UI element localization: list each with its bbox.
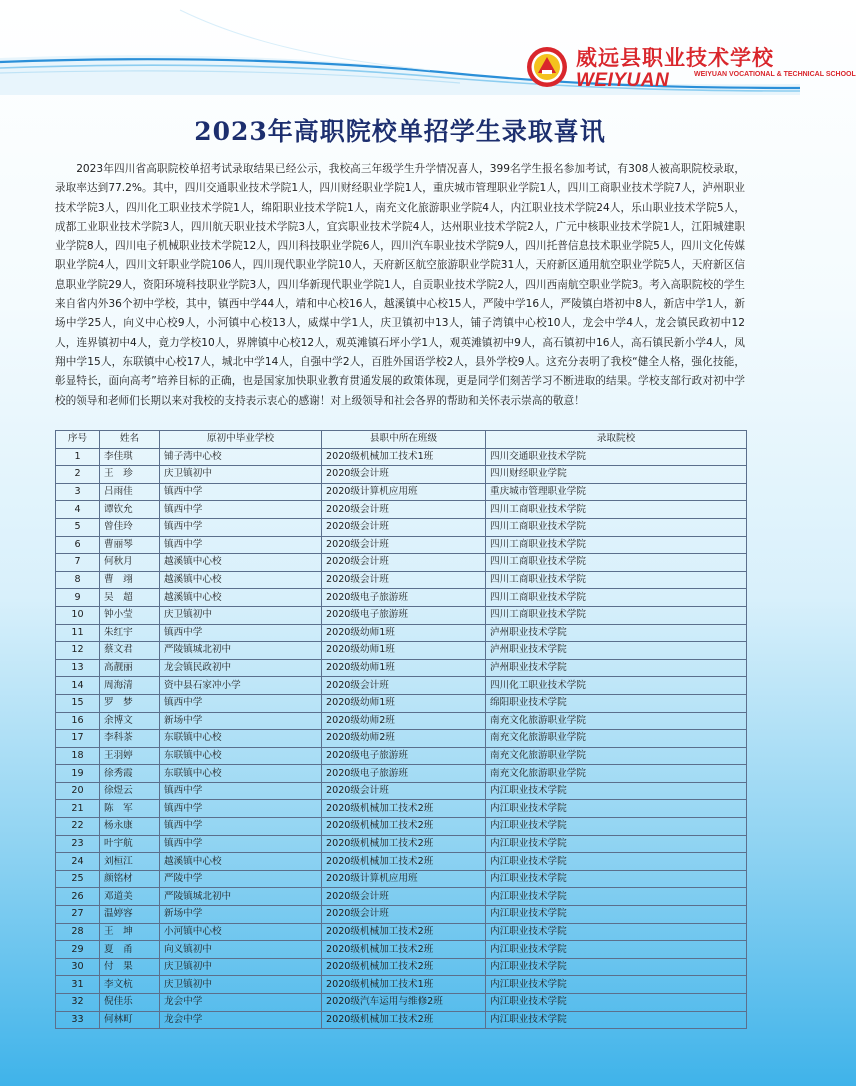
cell-class: 2020级机械加工技术2班 xyxy=(322,1011,486,1029)
school-emblem-icon xyxy=(526,46,568,88)
cell-college: 四川财经职业学院 xyxy=(486,466,747,484)
cell-college: 四川工商职业技术学院 xyxy=(486,571,747,589)
cell-middle-school: 镇西中学 xyxy=(160,483,322,501)
table-row xyxy=(56,765,747,783)
cell-class: 2020级机械加工技术2班 xyxy=(322,800,486,818)
cell-index: 28 xyxy=(56,923,100,941)
cell-middle-school: 新场中学 xyxy=(160,906,322,924)
table-row xyxy=(56,659,747,677)
cell-index: 12 xyxy=(56,642,100,660)
announcement-paragraph: 2023年四川省高职院校单招考试录取结果已经公示，我校高三年级学生升学情况喜人，399名学生报名参加考试，有308人被高职院校录取，录取率达到77.2%。其中，四川交通职业技术学院1人，四川财经职业学院1人，重庆城市管理职业学院1人，四川工商职业技术学院7人，泸州职业技术学院3人，四川化工职业技术学院1人，绵阳职业技术学院1人，南充文化旅游职业学院4人，内江职业技术学院24人，乐山职业技术学院5人，成都工业职业技术学院3人，四川航天职业技术学院3人，宜宾职业技术学院4人，达州职业技术学院2人，广元中核职业技术学院1人，江阳城建职业学院8人，四川电子机械职业技术学院12人，四川科技职业学院6人，四川汽车职业技术学院9人，四川托普信息技术职业学院5人，四川文化传媒职业学院4人，四川文轩职业学院106人，四川现代职业学院10人，天府新区航空旅游职业学院31人，天府新区通用航空职业学院5人，天府新区信息职业学院29人，资阳环境科技职业学院3人，四川华新现代职业学院1人，自贡职业技术学院2人，四川西南航空职业学院3。考入高职院校的学生来自省内外36个初中学校，其中，镇西中学44人，靖和中心校16人，越溪镇中心校15人，严陵中学16人，严陵镇白塔初中8人，新店中学1人，新场中学25人，向义中心校9人，小河镇中心校13人，威煤中学1人，庆卫镇初中13人，铺子湾镇中心校10人，龙会中学4人，龙会镇民政初中12人，连界镇初中4人，竟力学校10人，界牌镇中心校12人，观英滩镇石坪小学1人，观英滩镇初中9人，高石镇初中16人，高石镇民新小学4人，凤翔中学15人，东联镇中心校17人，城北中学14人，自强中学2人，百胜外国语学校2人，县外学校9人。这充分表明了我校“健全人格，强化技能，彰显特长，面向高考”培养目标的正确，也是国家加快职业教育贯通发展的政策体现，更是同学们刻苦学习不断进取的结果。学校支部行政对初中学校的领导和老师们长期以来对我校的支持表示衷心的感谢！对上级领导和社会各界的帮助和关怀表示崇高的敬意！ xyxy=(55,163,745,407)
cell-student-name: 曹 翊 xyxy=(100,571,160,589)
cell-index: 16 xyxy=(56,712,100,730)
cell-index: 7 xyxy=(56,554,100,572)
cell-student-name: 何林町 xyxy=(100,1011,160,1029)
table-row xyxy=(56,941,747,959)
cell-college: 内江职业技术学院 xyxy=(486,923,747,941)
cell-college: 四川工商职业技术学院 xyxy=(486,536,747,554)
cell-student-name: 叶宇航 xyxy=(100,835,160,853)
table-row xyxy=(56,518,747,536)
cell-class: 2020级机械加工技术2班 xyxy=(322,835,486,853)
table-row xyxy=(56,800,747,818)
cell-index: 23 xyxy=(56,835,100,853)
cell-index: 5 xyxy=(56,518,100,536)
cell-college: 内江职业技术学院 xyxy=(486,906,747,924)
cell-class: 2020级机械加工技术1班 xyxy=(322,448,486,466)
cell-index: 6 xyxy=(56,536,100,554)
cell-middle-school: 严陵镇城北初中 xyxy=(160,642,322,660)
cell-college: 内江职业技术学院 xyxy=(486,941,747,959)
cell-middle-school: 东联镇中心校 xyxy=(160,730,322,748)
cell-index: 14 xyxy=(56,677,100,695)
cell-college: 内江职业技术学院 xyxy=(486,958,747,976)
header-college: 录取院校 xyxy=(486,431,747,449)
cell-middle-school: 越溪镇中心校 xyxy=(160,853,322,871)
table-row xyxy=(56,958,747,976)
cell-middle-school: 镇西中学 xyxy=(160,694,322,712)
table-row xyxy=(56,782,747,800)
cell-middle-school: 严陵镇城北初中 xyxy=(160,888,322,906)
cell-student-name: 王 珍 xyxy=(100,466,160,484)
cell-middle-school: 龙会中学 xyxy=(160,1011,322,1029)
table-row xyxy=(56,624,747,642)
cell-index: 20 xyxy=(56,782,100,800)
table-row xyxy=(56,870,747,888)
cell-middle-school: 镇西中学 xyxy=(160,782,322,800)
cell-class: 2020级机械加工技术2班 xyxy=(322,958,486,976)
cell-index: 26 xyxy=(56,888,100,906)
cell-college: 重庆城市管理职业学院 xyxy=(486,483,747,501)
cell-index: 32 xyxy=(56,994,100,1012)
cell-student-name: 刘桓江 xyxy=(100,853,160,871)
cell-class: 2020级幼师2班 xyxy=(322,730,486,748)
cell-college: 内江职业技术学院 xyxy=(486,994,747,1012)
cell-middle-school: 向义镇初中 xyxy=(160,941,322,959)
cell-middle-school: 小河镇中心校 xyxy=(160,923,322,941)
cell-college: 泸州职业技术学院 xyxy=(486,659,747,677)
cell-middle-school: 严陵中学 xyxy=(160,870,322,888)
cell-student-name: 谭钦允 xyxy=(100,501,160,519)
cell-student-name: 曾佳玲 xyxy=(100,518,160,536)
cell-class: 2020级幼师1班 xyxy=(322,694,486,712)
cell-index: 15 xyxy=(56,694,100,712)
cell-college: 内江职业技术学院 xyxy=(486,976,747,994)
table-row xyxy=(56,976,747,994)
table-row xyxy=(56,589,747,607)
cell-index: 2 xyxy=(56,466,100,484)
cell-middle-school: 镇西中学 xyxy=(160,624,322,642)
cell-class: 2020级会计班 xyxy=(322,571,486,589)
table-row xyxy=(56,606,747,624)
cell-index: 19 xyxy=(56,765,100,783)
cell-index: 18 xyxy=(56,747,100,765)
cell-class: 2020级会计班 xyxy=(322,536,486,554)
cell-index: 29 xyxy=(56,941,100,959)
cell-student-name: 罗 梦 xyxy=(100,694,160,712)
cell-college: 泸州职业技术学院 xyxy=(486,624,747,642)
table-row xyxy=(56,694,747,712)
cell-student-name: 李佳琪 xyxy=(100,448,160,466)
cell-middle-school: 龙会镇民政初中 xyxy=(160,659,322,677)
table-row xyxy=(56,501,747,519)
cell-student-name: 夏 甬 xyxy=(100,941,160,959)
cell-student-name: 余博文 xyxy=(100,712,160,730)
cell-index: 25 xyxy=(56,870,100,888)
cell-middle-school: 镇西中学 xyxy=(160,818,322,836)
cell-index: 31 xyxy=(56,976,100,994)
announcement-text xyxy=(55,160,745,411)
cell-index: 1 xyxy=(56,448,100,466)
table-body xyxy=(56,448,747,1029)
table-row xyxy=(56,923,747,941)
table-row xyxy=(56,853,747,871)
cell-student-name: 蔡文君 xyxy=(100,642,160,660)
cell-class: 2020级幼师1班 xyxy=(322,624,486,642)
table-row xyxy=(56,642,747,660)
header-index: 序号 xyxy=(56,431,100,449)
cell-college: 内江职业技术学院 xyxy=(486,818,747,836)
cell-index: 30 xyxy=(56,958,100,976)
cell-middle-school: 新场中学 xyxy=(160,712,322,730)
header-middle-school: 原初中毕业学校 xyxy=(160,431,322,449)
cell-student-name: 颜铭材 xyxy=(100,870,160,888)
header-class: 县职中所在班级 xyxy=(322,431,486,449)
cell-student-name: 吕雨佳 xyxy=(100,483,160,501)
cell-college: 四川交通职业技术学院 xyxy=(486,448,747,466)
table-row xyxy=(56,730,747,748)
cell-student-name: 周海清 xyxy=(100,677,160,695)
cell-middle-school: 东联镇中心校 xyxy=(160,747,322,765)
cell-index: 33 xyxy=(56,1011,100,1029)
cell-class: 2020级机械加工技术2班 xyxy=(322,941,486,959)
cell-class: 2020级会计班 xyxy=(322,677,486,695)
cell-middle-school: 镇西中学 xyxy=(160,501,322,519)
cell-college: 四川工商职业技术学院 xyxy=(486,554,747,572)
cell-class: 2020级会计班 xyxy=(322,466,486,484)
cell-student-name: 朱红宇 xyxy=(100,624,160,642)
cell-student-name: 陈 军 xyxy=(100,800,160,818)
cell-class: 2020级电子旅游班 xyxy=(322,747,486,765)
cell-student-name: 温婷容 xyxy=(100,906,160,924)
cell-student-name: 徐秀霞 xyxy=(100,765,160,783)
cell-college: 四川工商职业技术学院 xyxy=(486,589,747,607)
cell-college: 南充文化旅游职业学院 xyxy=(486,747,747,765)
cell-student-name: 邓道美 xyxy=(100,888,160,906)
cell-index: 22 xyxy=(56,818,100,836)
cell-college: 南充文化旅游职业学院 xyxy=(486,730,747,748)
cell-student-name: 倪佳乐 xyxy=(100,994,160,1012)
cell-college: 绵阳职业技术学院 xyxy=(486,694,747,712)
cell-index: 11 xyxy=(56,624,100,642)
cell-middle-school: 东联镇中心校 xyxy=(160,765,322,783)
cell-middle-school: 镇西中学 xyxy=(160,518,322,536)
page-title: 2023年高职院校单招学生录取喜讯 xyxy=(194,117,606,146)
cell-college: 南充文化旅游职业学院 xyxy=(486,712,747,730)
cell-middle-school: 越溪镇中心校 xyxy=(160,589,322,607)
cell-middle-school: 铺子湾中心校 xyxy=(160,448,322,466)
cell-index: 13 xyxy=(56,659,100,677)
cell-middle-school: 庆卫镇初中 xyxy=(160,958,322,976)
table-row xyxy=(56,906,747,924)
cell-college: 内江职业技术学院 xyxy=(486,888,747,906)
cell-class: 2020级计算机应用班 xyxy=(322,483,486,501)
table-row xyxy=(56,571,747,589)
cell-college: 四川工商职业技术学院 xyxy=(486,518,747,536)
cell-student-name: 李文杭 xyxy=(100,976,160,994)
table-row xyxy=(56,466,747,484)
table-row xyxy=(56,747,747,765)
cell-class: 2020级机械加工技术2班 xyxy=(322,923,486,941)
cell-college: 内江职业技术学院 xyxy=(486,870,747,888)
cell-class: 2020级会计班 xyxy=(322,782,486,800)
cell-class: 2020级会计班 xyxy=(322,518,486,536)
cell-index: 21 xyxy=(56,800,100,818)
cell-index: 17 xyxy=(56,730,100,748)
cell-class: 2020级电子旅游班 xyxy=(322,606,486,624)
cell-student-name: 王 坤 xyxy=(100,923,160,941)
header-name: 姓名 xyxy=(100,431,160,449)
cell-middle-school: 镇西中学 xyxy=(160,800,322,818)
school-logo xyxy=(526,40,856,96)
cell-class: 2020级机械加工技术2班 xyxy=(322,818,486,836)
cell-index: 9 xyxy=(56,589,100,607)
cell-student-name: 徐煜云 xyxy=(100,782,160,800)
cell-student-name: 付 果 xyxy=(100,958,160,976)
cell-index: 24 xyxy=(56,853,100,871)
cell-middle-school: 越溪镇中心校 xyxy=(160,571,322,589)
cell-college: 四川化工职业技术学院 xyxy=(486,677,747,695)
cell-college: 内江职业技术学院 xyxy=(486,835,747,853)
cell-class: 2020级会计班 xyxy=(322,501,486,519)
cell-index: 10 xyxy=(56,606,100,624)
admission-table-container xyxy=(55,430,746,1029)
school-name-en: WEIYUAN xyxy=(576,70,670,91)
cell-college: 内江职业技术学院 xyxy=(486,782,747,800)
cell-class: 2020级机械加工技术1班 xyxy=(322,976,486,994)
cell-college: 内江职业技术学院 xyxy=(486,1011,747,1029)
cell-index: 4 xyxy=(56,501,100,519)
cell-class: 2020级电子旅游班 xyxy=(322,589,486,607)
cell-student-name: 李科茶 xyxy=(100,730,160,748)
table-header-row xyxy=(56,431,747,449)
table-row xyxy=(56,994,747,1012)
cell-class: 2020级幼师2班 xyxy=(322,712,486,730)
table-row xyxy=(56,888,747,906)
cell-college: 四川工商职业技术学院 xyxy=(486,501,747,519)
cell-middle-school: 镇西中学 xyxy=(160,835,322,853)
cell-college: 泸州职业技术学院 xyxy=(486,642,747,660)
cell-class: 2020级计算机应用班 xyxy=(322,870,486,888)
cell-college: 四川工商职业技术学院 xyxy=(486,606,747,624)
cell-class: 2020级汽车运用与维修2班 xyxy=(322,994,486,1012)
cell-class: 2020级电子旅游班 xyxy=(322,765,486,783)
cell-middle-school: 庆卫镇初中 xyxy=(160,976,322,994)
cell-middle-school: 庆卫镇初中 xyxy=(160,466,322,484)
table-row xyxy=(56,712,747,730)
table-row xyxy=(56,554,747,572)
cell-college: 内江职业技术学院 xyxy=(486,800,747,818)
cell-class: 2020级幼师1班 xyxy=(322,642,486,660)
cell-middle-school: 龙会中学 xyxy=(160,994,322,1012)
cell-middle-school: 镇西中学 xyxy=(160,536,322,554)
school-name-cn: 威远县职业技术学校 xyxy=(576,46,774,70)
cell-index: 27 xyxy=(56,906,100,924)
cell-class: 2020级幼师1班 xyxy=(322,659,486,677)
table-row xyxy=(56,818,747,836)
table-row xyxy=(56,448,747,466)
cell-student-name: 高靓丽 xyxy=(100,659,160,677)
cell-college: 内江职业技术学院 xyxy=(486,853,747,871)
cell-middle-school: 庆卫镇初中 xyxy=(160,606,322,624)
cell-student-name: 钟小莹 xyxy=(100,606,160,624)
cell-student-name: 曹丽琴 xyxy=(100,536,160,554)
cell-class: 2020级机械加工技术2班 xyxy=(322,853,486,871)
cell-class: 2020级会计班 xyxy=(322,906,486,924)
table-row xyxy=(56,536,747,554)
cell-student-name: 杨永康 xyxy=(100,818,160,836)
table-row xyxy=(56,483,747,501)
cell-class: 2020级会计班 xyxy=(322,554,486,572)
cell-student-name: 王羽婷 xyxy=(100,747,160,765)
cell-college: 南充文化旅游职业学院 xyxy=(486,765,747,783)
cell-student-name: 吴 超 xyxy=(100,589,160,607)
school-name-en-sub: WEIYUAN VOCATIONAL & TECHNICAL SCHOOL xyxy=(694,71,856,78)
table-row xyxy=(56,835,747,853)
cell-class: 2020级会计班 xyxy=(322,888,486,906)
cell-index: 3 xyxy=(56,483,100,501)
cell-student-name: 何秋月 xyxy=(100,554,160,572)
table-row xyxy=(56,677,747,695)
cell-index: 8 xyxy=(56,571,100,589)
table-row xyxy=(56,1011,747,1029)
cell-middle-school: 资中县石家冲小学 xyxy=(160,677,322,695)
cell-middle-school: 越溪镇中心校 xyxy=(160,554,322,572)
admission-table xyxy=(55,430,747,1029)
